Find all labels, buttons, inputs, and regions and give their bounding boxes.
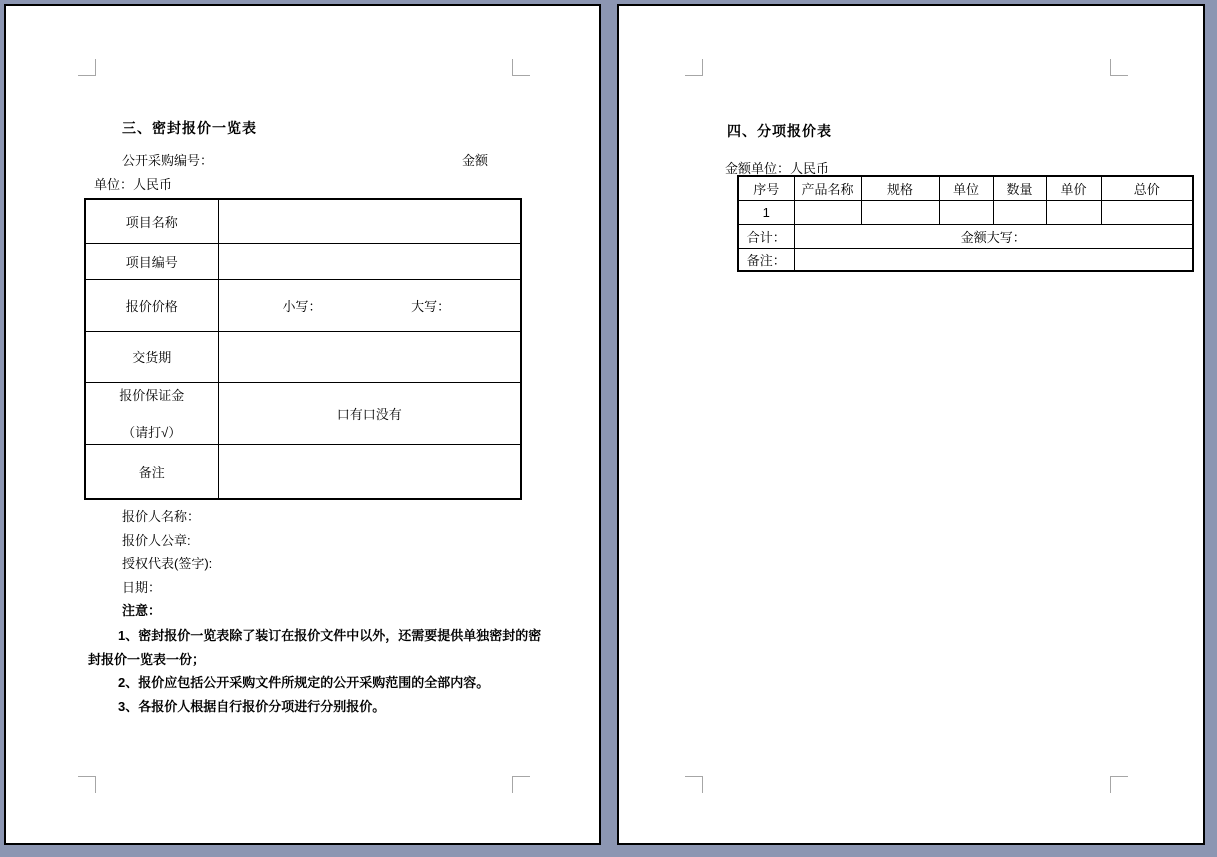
item-quantity-cell[interactable] [993,200,1046,224]
bid-guarantee-checkbox-cell[interactable]: 口有口没有 [218,382,521,444]
header-specification: 规格 [861,176,939,200]
project-number-label: 项目编号 [85,243,218,279]
amount-unit-line: 金额单位：人民币 [725,161,830,176]
bid-guarantee-label [85,382,218,444]
currency-unit-line: 单位：人民币 [94,177,173,192]
amount-word: 金额 [462,153,489,168]
header-unit: 单位 [939,176,993,200]
page-sealed-quotation [4,4,601,845]
margin-crop-mark-top-left [78,59,96,76]
item-product-name-cell[interactable] [794,200,861,224]
margin-crop-mark-bottom-right [1110,776,1128,793]
page-itemized-quotation [617,4,1205,845]
project-number-input-cell[interactable] [218,243,521,279]
bidder-name-line[interactable]: 报价人名称： [122,509,201,524]
margin-crop-mark-bottom-left [685,776,703,793]
price-words-label: 大写： [411,298,451,314]
header-total-price: 总价 [1101,176,1193,200]
margin-crop-mark-top-right [512,59,530,76]
note-1-line-1: 1、密封报价一览表除了装订在报价文件中以外，还需要提供单独密封的密 [118,628,542,643]
project-name-label: 项目名称 [85,199,218,243]
item-table-total-row [738,224,1193,248]
bid-guarantee-label-line2: （请打√） [122,425,182,440]
margin-crop-mark-bottom-right [512,776,530,793]
total-amount-in-words-cell[interactable]: 金额大写： [794,224,1193,248]
header-serial-no: 序号 [738,176,794,200]
header-quantity: 数量 [993,176,1046,200]
section-title-itemized-quotation: 四、分项报价表 [727,123,832,139]
margin-crop-mark-top-right [1110,59,1128,76]
remarks-input-cell[interactable] [218,444,521,499]
date-line[interactable]: 日期： [122,579,162,595]
authorized-representative-line[interactable]: 授权代表(签字): [122,556,213,571]
item-table-header-row [738,176,1193,200]
total-label-cell: 合计： [738,224,794,248]
item-specification-cell[interactable] [861,200,939,224]
note-1-line-2: 封报价一览表一份； [88,651,206,667]
itemized-quotation-table [737,175,1194,272]
item-total-price-cell[interactable] [1101,200,1193,224]
procurement-number-label: 公开采购编号： [122,153,214,168]
bid-guarantee-label-line1: 报价保证金 [119,388,185,403]
remark-label-cell: 备注： [738,248,794,271]
remark-input-cell[interactable] [794,248,1193,271]
item-serial-no-cell: 1 [738,200,794,224]
margin-crop-mark-bottom-left [78,776,96,793]
notice-label: 注意： [122,603,162,618]
signature-block [122,505,212,623]
remarks-label: 备注 [85,444,218,499]
delivery-period-input-cell[interactable] [218,331,521,382]
item-unit-price-cell[interactable] [1046,200,1101,224]
delivery-period-label: 交货期 [85,331,218,382]
item-unit-cell[interactable] [939,200,993,224]
bidder-seal-line[interactable]: 报价人公章: [122,532,191,548]
note-2: 2、报价应包括公开采购文件所规定的公开采购范围的全部内容。 [118,675,490,691]
section-title-sealed-quotation: 三、密封报价一览表 [122,120,257,136]
note-3: 3、各报价人根据自行报价分项进行分别报价。 [118,699,386,715]
header-unit-price: 单价 [1046,176,1101,200]
quotation-price-input-cell[interactable] [218,279,521,331]
item-table-data-row [738,200,1193,224]
header-product-name: 产品名称 [794,176,861,200]
notes-block [88,624,541,719]
item-table-remark-row [738,248,1193,271]
margin-crop-mark-top-left [685,59,703,76]
project-name-input-cell[interactable] [218,199,521,243]
price-numeric-label: 小写： [282,298,322,314]
quotation-price-label: 报价价格 [85,279,218,331]
sealed-quotation-summary-table [84,198,522,500]
